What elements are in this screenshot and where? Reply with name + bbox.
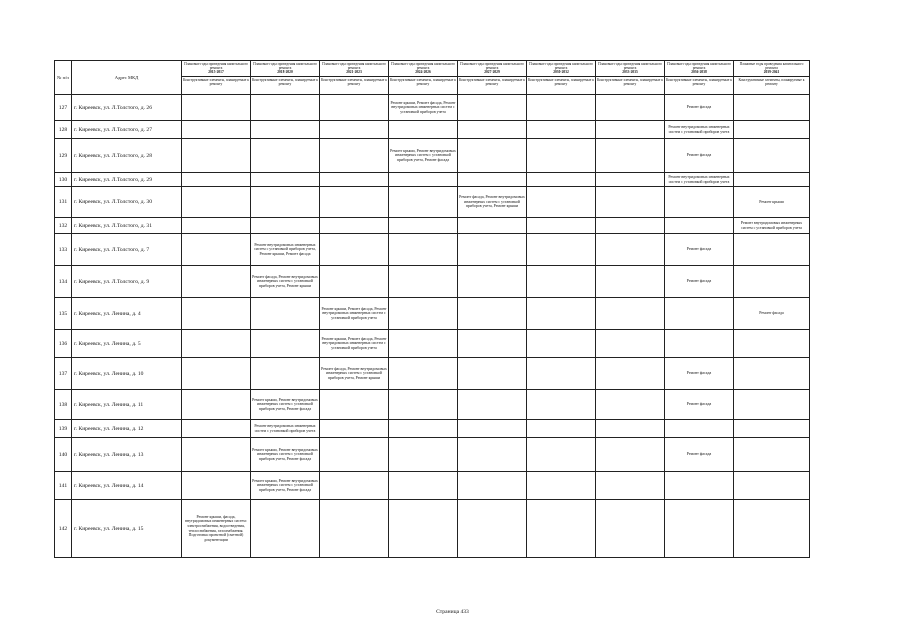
table-row [55,390,810,420]
period-caption: Плановые годы проведения капитального ремонта [667,62,731,71]
work-cell [527,438,596,472]
work-cell [665,472,734,500]
table-row [55,358,810,390]
table-header [55,61,810,95]
work-cell: Ремонт фасада [665,234,734,266]
table-row [55,121,810,139]
work-cell [734,438,810,472]
work-cell: Ремонт фасада [665,266,734,298]
table-body [55,95,810,558]
work-cell [596,500,665,558]
row-address: г. Киреевск, ул. Ленина, д. 10 [72,358,182,390]
work-cell [389,298,458,330]
work-cell [389,500,458,558]
work-cell [320,95,389,121]
work-cell [389,173,458,187]
row-address: г. Киреевск, ул. Л.Толстого, д. 31 [72,218,182,234]
row-number: 133 [55,234,72,266]
work-cell [251,139,320,173]
row-number: 128 [55,121,72,139]
work-cell: Ремонт фасада [665,95,734,121]
table-row [55,472,810,500]
header-period-6 [596,61,665,95]
row-number: 142 [55,500,72,558]
period-subheader: Конструктивные элементы, планируемые к ремонту [182,77,250,86]
row-number: 135 [55,298,72,330]
table-row [55,187,810,218]
row-address: г. Киреевск, ул. Л.Толстого, д. 27 [72,121,182,139]
work-cell: Ремонт внутридомовых инженерных систем с установкой приборов учета [665,173,734,187]
header-period-4 [458,61,527,95]
period-years: 2024-2026 [415,70,431,75]
work-cell [596,358,665,390]
work-cell [596,390,665,420]
work-cell [458,390,527,420]
work-cell [734,139,810,173]
period-years: 2030-2032 [553,70,569,75]
work-cell [596,298,665,330]
work-cell [458,173,527,187]
work-cell [527,173,596,187]
work-cell: Ремонт внутридомовых инженерных систем с установкой приборов учета [251,420,320,438]
period-years: 2021-2023 [346,70,362,75]
work-cell [734,266,810,298]
row-number: 127 [55,95,72,121]
work-cell [596,139,665,173]
work-cell: Ремонт крыши, фасада, внутридомовых инженерных систем: электроснабжения, водоотведения, теплоснабжения, газоснабжения. Подготовка проектной (сметной) документации [182,500,251,558]
row-address: г. Киреевск, ул. Ленина, д. 15 [72,500,182,558]
period-subheader: Конструктивные элементы, планируемые к ремонту [251,77,319,86]
work-cell: Ремонт крыши, Ремонт фасада, Ремонт внутридомовых инженерных систем с установкой приборов учета [389,95,458,121]
row-number: 134 [55,266,72,298]
work-cell [389,218,458,234]
work-cell [182,358,251,390]
table-row [55,438,810,472]
period-years: 2039-2041 [763,70,780,75]
work-cell [320,121,389,139]
work-cell [665,298,734,330]
work-cell [182,95,251,121]
table-row [55,173,810,187]
work-cell [734,500,810,558]
work-cell: Ремонт фасада, Ремонт внутридомовых инженерных систем с установкой приборов учета, Ремонт крыши [320,358,389,390]
period-caption: Плановые годы проведения капитального ремонта [460,62,524,71]
work-cell [527,234,596,266]
work-cell [527,472,596,500]
work-cell [734,358,810,390]
period-subheader: Конструктивные элементы, планируемые к ремонту [596,77,664,86]
row-number: 132 [55,218,72,234]
work-cell [734,472,810,500]
work-cell [389,266,458,298]
work-cell: Ремонт внутридомовых инженерных систем с установкой приборов учета [665,121,734,139]
work-cell [182,234,251,266]
work-cell [734,95,810,121]
work-cell [182,420,251,438]
work-cell [182,187,251,218]
work-cell [596,187,665,218]
header-period-0 [182,61,251,95]
row-address: г. Киреевск, ул. Ленина, д. 4 [72,298,182,330]
work-cell: Ремонт внутридомовых инженерных систем с установкой приборов учета, Ремонт крыши, Ремонт фасада [251,234,320,266]
period-caption: Плановые годы проведения капитального ремонта [529,62,593,71]
work-cell [458,438,527,472]
row-address: г. Киреевск, ул. Ленина, д. 12 [72,420,182,438]
work-cell [665,420,734,438]
table-row [55,266,810,298]
row-address: г. Киреевск, ул. Л.Толстого, д. 26 [72,95,182,121]
period-caption: Плановые годы проведения капитального ремонта [391,62,455,71]
period-years: 2018-2020 [277,70,293,75]
work-cell [182,121,251,139]
row-address: г. Киреевск, ул. Ленина, д. 11 [72,390,182,420]
work-cell: Ремонт крыши [734,187,810,218]
work-cell: Ремонт внутридомовых инженерных систем с установкой приборов учета [734,218,810,234]
work-cell [389,420,458,438]
table-row [55,420,810,438]
work-cell [389,121,458,139]
work-cell [458,95,527,121]
work-cell [596,420,665,438]
header-row [55,61,810,95]
work-cell [734,390,810,420]
work-cell: Ремонт фасада [665,358,734,390]
work-cell [527,187,596,218]
work-cell [734,420,810,438]
row-number: 141 [55,472,72,500]
work-cell [251,298,320,330]
table-row [55,234,810,266]
header-num: № п/п [55,61,72,95]
work-cell [596,266,665,298]
table-row [55,218,810,234]
work-cell [527,358,596,390]
period-caption: Плановые годы проведения капитального ремонта [253,62,317,71]
work-cell [458,139,527,173]
table-row [55,95,810,121]
work-cell [251,173,320,187]
work-cell [458,358,527,390]
work-cell [458,472,527,500]
work-cell [458,234,527,266]
repair-schedule-table [54,60,810,558]
table-row [55,298,810,330]
work-cell [320,390,389,420]
work-cell [182,330,251,358]
work-cell [320,420,389,438]
work-cell [596,95,665,121]
work-cell [389,330,458,358]
work-cell [251,330,320,358]
period-years: 2036-2038 [691,70,707,75]
row-address: г. Киреевск, ул. Ленина, д. 13 [72,438,182,472]
page-number: Страница 433 [436,609,469,615]
work-cell: Ремонт крыши, Ремонт фасада, Ремонт внутридомовых инженерных систем с установкой приборов учета [320,298,389,330]
row-number: 137 [55,358,72,390]
work-cell [320,187,389,218]
work-cell [389,472,458,500]
work-cell [665,187,734,218]
row-address: г. Киреевск, ул. Л.Толстого, д. 28 [72,139,182,173]
work-cell: Ремонт фасада, Ремонт внутридомовых инженерных систем с установкой приборов учета, Ремонт крыши [458,187,527,218]
work-cell [527,218,596,234]
work-cell [596,121,665,139]
work-cell [320,139,389,173]
row-number: 139 [55,420,72,438]
work-cell [596,218,665,234]
row-number: 140 [55,438,72,472]
row-address: г. Киреевск, ул. Ленина, д. 14 [72,472,182,500]
table-row [55,330,810,358]
work-cell [458,266,527,298]
work-cell [527,121,596,139]
work-cell [389,187,458,218]
row-address: г. Киреевск, ул. Л.Толстого, д. 30 [72,187,182,218]
work-cell: Ремонт крыши, Ремонт внутридомовых инженерных систем с установкой приборов учета, Ремонт фасада [251,438,320,472]
row-number: 130 [55,173,72,187]
period-subheader: Конструктивные элементы, планируемые к ремонту [665,77,733,86]
work-cell [527,500,596,558]
period-caption: Плановые годы проведения капитального ремонта [739,62,804,71]
work-cell [182,472,251,500]
work-cell [734,173,810,187]
row-address: г. Киреевск, ул. Ленина, д. 5 [72,330,182,358]
row-address: г. Киреевск, ул. Л.Толстого, д. 7 [72,234,182,266]
period-years: 2033-2035 [622,70,638,75]
work-cell [527,139,596,173]
period-years: 2015-2017 [208,70,224,75]
work-cell: Ремонт фасада, Ремонт внутридомовых инженерных систем с установкой приборов учета, Ремонт крыши [251,266,320,298]
work-cell [527,95,596,121]
work-cell [251,358,320,390]
work-cell [458,298,527,330]
work-cell: Ремонт крыши, Ремонт внутридомовых инженерных систем с установкой приборов учета, Ремонт фасада [389,139,458,173]
work-cell [596,173,665,187]
work-cell [458,121,527,139]
work-cell [251,500,320,558]
work-cell [527,420,596,438]
header-period-2 [320,61,389,95]
work-cell [527,298,596,330]
row-address: г. Киреевск, ул. Л.Толстого, д. 9 [72,266,182,298]
period-caption: Плановые годы проведения капитального ремонта [184,62,248,71]
row-number: 138 [55,390,72,420]
work-cell [251,95,320,121]
work-cell [665,500,734,558]
row-number: 136 [55,330,72,358]
work-cell [458,218,527,234]
work-cell [320,472,389,500]
work-cell: Ремонт фасада [734,298,810,330]
header-period-3 [389,61,458,95]
work-cell [458,500,527,558]
period-subheader: Конструктивные элементы, планируемые к ремонту [458,77,526,86]
work-cell [389,390,458,420]
row-address: г. Киреевск, ул. Л.Толстого, д. 29 [72,173,182,187]
work-cell [182,266,251,298]
work-cell [596,330,665,358]
period-caption: Плановые годы проведения капитального ремонта [322,62,386,71]
row-number: 129 [55,139,72,173]
work-cell [320,500,389,558]
table-row [55,500,810,558]
work-cell: Ремонт фасада [665,438,734,472]
work-cell: Ремонт крыши, Ремонт фасада, Ремонт внутридомовых инженерных систем с установкой приборов учета [320,330,389,358]
work-cell [389,438,458,472]
work-cell: Ремонт крыши, Ремонт внутридомовых инженерных систем с установкой приборов учета, Ремонт фасада [251,472,320,500]
work-cell: Ремонт фасада [665,390,734,420]
work-cell [527,330,596,358]
work-cell [182,173,251,187]
header-period-7 [665,61,734,95]
work-cell [734,121,810,139]
work-cell [665,218,734,234]
work-cell [320,266,389,298]
work-cell: Ремонт крыши, Ремонт внутридомовых инженерных систем с установкой приборов учета, Ремонт фасада [251,390,320,420]
work-cell [527,390,596,420]
period-subheader: Конструктивные элементы, планируемые к ремонту [734,76,809,86]
period-years: 2027-2029 [484,70,500,75]
work-cell [182,298,251,330]
table-row [55,139,810,173]
work-cell [251,187,320,218]
row-number: 131 [55,187,72,218]
work-cell [320,218,389,234]
work-cell: Ремонт фасада [665,139,734,173]
header-address: Адрес МКД [72,61,182,95]
work-cell [182,438,251,472]
work-cell [389,358,458,390]
work-cell [182,139,251,173]
work-cell [251,121,320,139]
header-period-8 [734,61,810,95]
work-cell [251,218,320,234]
header-period-1 [251,61,320,95]
work-cell [458,420,527,438]
work-cell [389,234,458,266]
work-cell [458,330,527,358]
period-subheader: Конструктивные элементы, планируемые к ремонту [527,77,595,86]
work-cell [596,438,665,472]
period-subheader: Конструктивные элементы, планируемые к ремонту [389,77,457,86]
work-cell [527,266,596,298]
period-subheader: Конструктивные элементы, планируемые к ремонту [320,77,388,86]
work-cell [320,234,389,266]
work-cell [182,218,251,234]
work-cell [320,173,389,187]
work-cell [734,234,810,266]
period-caption: Плановые годы проведения капитального ремонта [598,62,662,71]
header-period-5 [527,61,596,95]
work-cell [320,438,389,472]
work-cell [596,234,665,266]
program-sheet [54,60,810,558]
work-cell [182,390,251,420]
work-cell [596,472,665,500]
work-cell [665,330,734,358]
work-cell [734,330,810,358]
